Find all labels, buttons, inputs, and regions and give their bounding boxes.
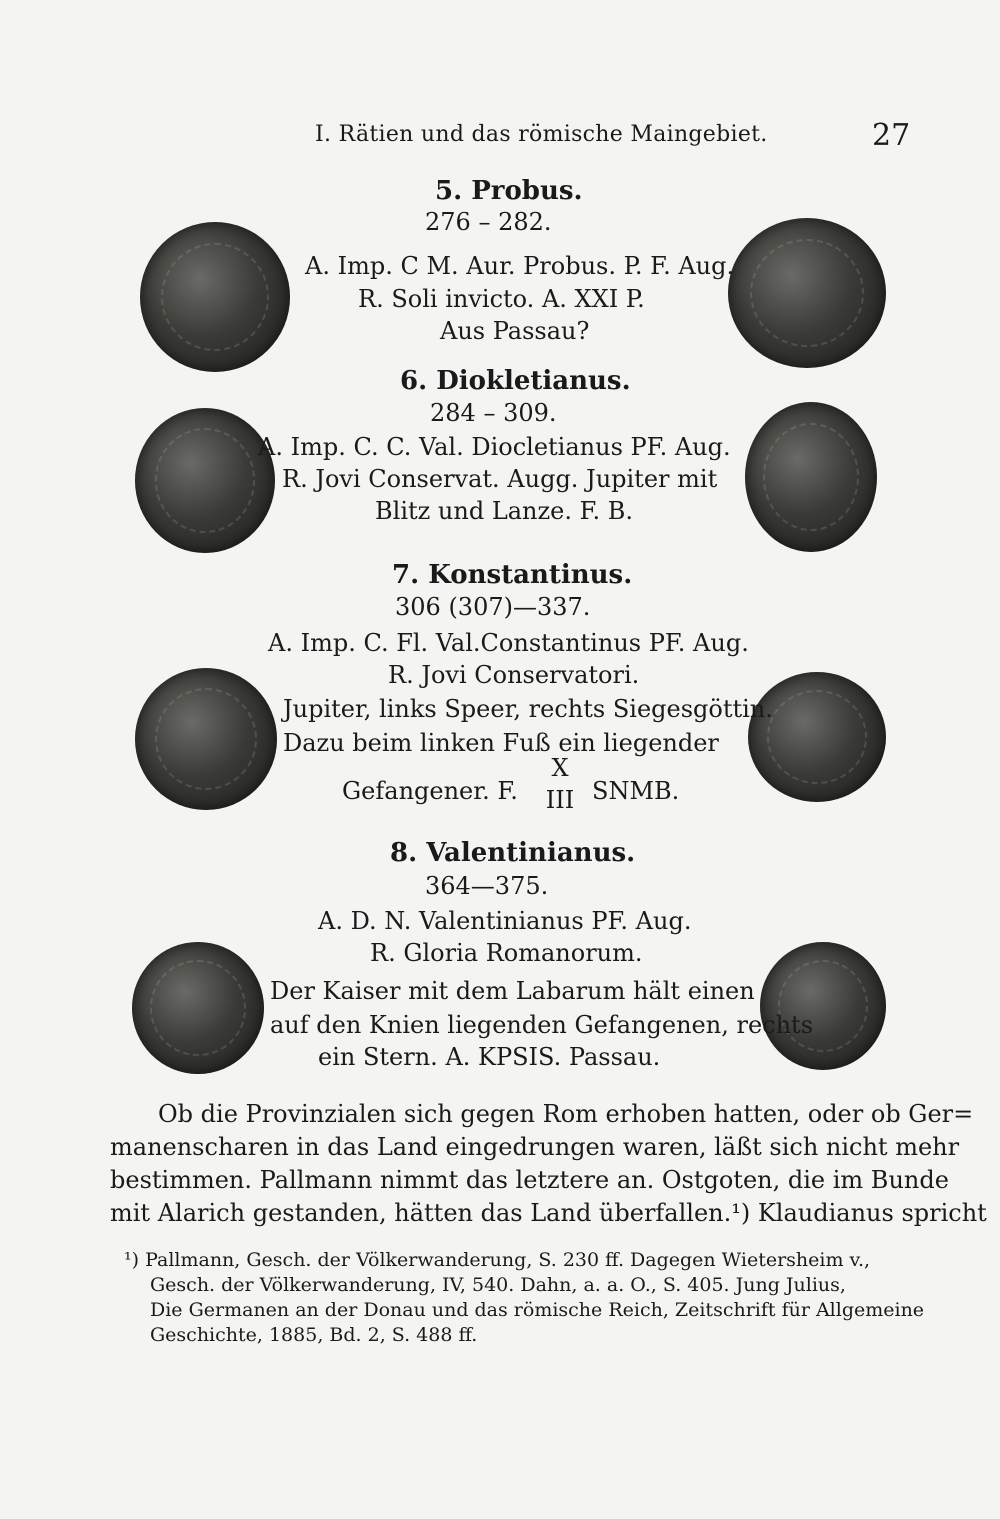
footnote-line: Die Germanen an der Donau und das römische Reich, Zeitschrift für Allgemeine [150,1299,925,1321]
coin-image-valentinianus-obverse [132,942,264,1074]
entry-line: R. Jovi Conservatori. [388,661,640,689]
footnote-line: Gesch. der Völkerwanderung, IV, 540. Dahn, a. a. O., S. 405. Jung Julius, [150,1274,846,1296]
entry-line: A. Imp. C. C. Val. Diocletianus PF. Aug. [258,433,731,461]
coin-image-diocletianus-obverse [135,408,275,553]
page-header [0,118,1000,158]
coin-image-konstantinus-obverse [135,668,277,810]
body-line: bestimmen. Pallmann nimmt das letztere an. Ostgoten, die im Bunde [110,1166,949,1194]
mint-mark: SNMB. [592,777,680,805]
footnote-line: Geschichte, 1885, Bd. 2, S. 488 ff. [150,1324,478,1346]
coin-image-konstantinus-reverse [748,672,886,802]
entry-title: 5. Probus. [435,176,583,206]
entry-line: Blitz und Lanze. F. B. [375,497,634,525]
coin-image-diocletianus-reverse [745,402,877,552]
entry-years: 284 – 309. [430,399,557,427]
coin-image-probus-obverse [140,222,290,372]
mint-mark-bottom: III [545,786,575,814]
mint-mark-top: X [551,754,569,782]
entry-title: 7. Konstantinus. [392,560,633,590]
entry-line: Der Kaiser mit dem Labarum hält einen [270,977,755,1005]
entry-line: R. Jovi Conservat. Augg. Jupiter mit [282,465,718,493]
entry-line: A. Imp. C. Fl. Val.Constantinus PF. Aug. [268,629,749,657]
entry-line: Jupiter, links Speer, rechts Siegesgöttin. [283,695,773,723]
coin-image-probus-reverse [728,218,886,368]
footnote [110,1248,925,1348]
entry-line: A. D. N. Valentinianus PF. Aug. [318,907,692,935]
running-title: I. Rätien und das römische Maingebiet. [315,122,768,147]
entry-line: auf den Knien liegenden Gefangenen, rechts [270,1011,814,1039]
body-line: manenscharen in das Land eingedrungen waren, läßt sich nicht mehr [110,1133,960,1161]
coin-image-valentinianus-reverse [760,942,886,1070]
body-paragraph [110,1098,987,1230]
page-number: 27 [872,118,911,153]
footnote-line: ¹) Pallmann, Gesch. der Völkerwanderung, S. 230 ff. Dagegen Wietersheim v., [124,1249,871,1271]
entry-title: 6. Diokletianus. [400,366,631,396]
entry-line: Aus Passau? [440,317,590,345]
entry-line: Dazu beim linken Fuß ein liegender [283,729,719,757]
entry-years: 276 – 282. [425,208,552,236]
entry-line: Gefangener. F. [342,777,518,805]
entry-years: 306 (307)—337. [395,593,591,621]
entry-line: ein Stern. A. KPSIS. Passau. [318,1043,661,1071]
entry-title: 8. Valentinianus. [390,838,636,868]
body-line: mit Alarich gestanden, hätten das Land überfallen.¹) Klaudianus spricht [110,1199,987,1227]
entry-line: R. Gloria Romanorum. [370,939,643,967]
body-line: Ob die Provinzialen sich gegen Rom erhoben hatten, oder ob Ger= [158,1100,974,1128]
entry-line: R. Soli invicto. A. XXI P. [358,285,645,313]
entry-years: 364—375. [425,872,549,900]
entry-line: A. Imp. C M. Aur. Probus. P. F. Aug. [305,252,735,280]
